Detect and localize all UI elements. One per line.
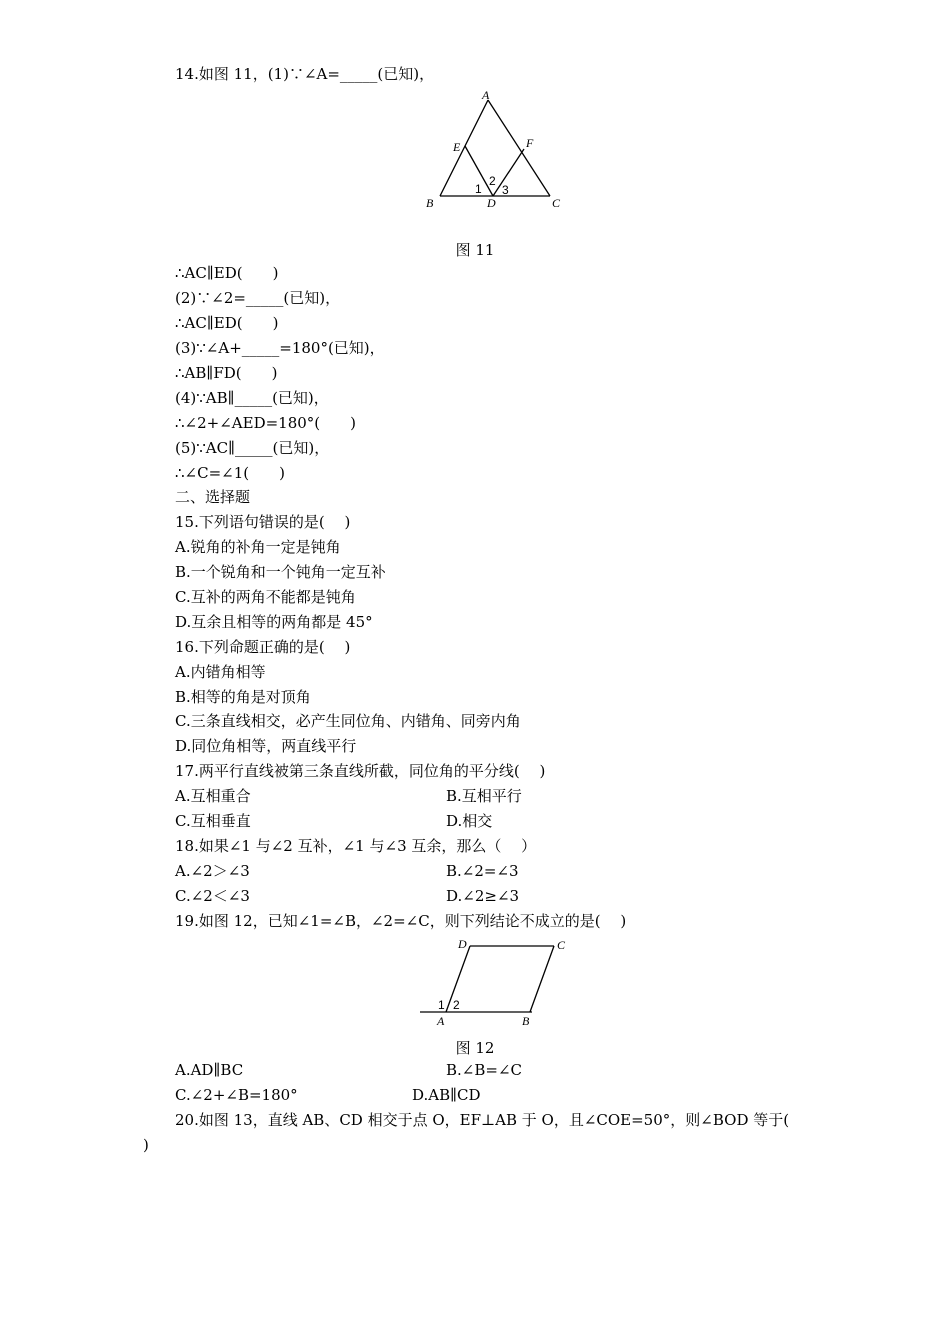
label-A: A	[482, 88, 490, 102]
q15-option-c: C.互补的两角不能都是钝角	[175, 588, 356, 606]
q14-line: (5)∵AC∥_____(已知)，	[175, 439, 330, 457]
q14-line: ∴∠2+∠AED=180°( )	[175, 414, 357, 432]
q14-line: (2)∵∠2=_____(已知)，	[175, 289, 341, 307]
angle-2-label: 2	[453, 998, 460, 1012]
q19-option-b: B.∠B=∠C	[446, 1061, 522, 1079]
label-F: F	[526, 136, 534, 150]
label-C: C	[557, 938, 566, 952]
figure-11	[420, 85, 570, 215]
figure-12-caption: 图 12	[455, 1039, 495, 1057]
segment-CB	[530, 946, 554, 1012]
q16-stem: 16.下列命题正确的是( )	[175, 638, 351, 656]
q14-line: ∴AC∥ED( )	[175, 264, 279, 282]
q14-line: ∴∠C=∠1( )	[175, 464, 285, 482]
angle-3-label: 3	[502, 183, 509, 197]
q19-option-c: C.∠2+∠B=180°	[175, 1086, 298, 1104]
angle-2-label: 2	[489, 174, 496, 188]
q19-option-d: D.AB∥CD	[412, 1086, 481, 1104]
label-B: B	[522, 1014, 530, 1028]
label-D: D	[487, 196, 496, 210]
label-A: A	[437, 1014, 445, 1028]
figure-11-caption: 图 11	[455, 241, 495, 259]
q19-option-a: A.AD∥BC	[175, 1061, 244, 1079]
q18-option-c: C.∠2＜∠3	[175, 887, 250, 905]
q17-option-c: C.互相垂直	[175, 812, 251, 830]
q17-option-d: D.相交	[446, 812, 493, 830]
q18-option-d: D.∠2≥∠3	[446, 887, 520, 905]
q20-stem: 20.如图 13，直线 AB、CD 相交于点 O，EF⊥AB 于 O，且∠COE=50°，则∠BOD 等于(	[175, 1111, 790, 1129]
q14-line: (3)∵∠A+_____=180°(已知)，	[175, 339, 385, 357]
q17-option-a: A.互相重合	[175, 787, 251, 805]
q17-stem: 17.两平行直线被第三条直线所截，同位角的平分线( )	[175, 762, 546, 780]
q16-option-a: A.内错角相等	[175, 663, 266, 681]
label-E: E	[453, 140, 461, 154]
q20-stem-tail: )	[143, 1136, 149, 1154]
q14-title: 14.如图 11，(1)∵∠A=_____(已知)，	[175, 65, 435, 83]
q18-stem: 18.如果∠1 与∠2 互补，∠1 与∠3 互余，那么（ ）	[175, 837, 537, 855]
q14-line: ∴AB∥FD( )	[175, 364, 278, 382]
angle-1-label: 1	[475, 182, 482, 196]
figure-12	[410, 935, 580, 1030]
q15-option-a: A.锐角的补角一定是钝角	[175, 538, 341, 556]
section-heading: 二、选择题	[175, 488, 251, 506]
q19-stem: 19.如图 12，已知∠1=∠B，∠2=∠C，则下列结论不成立的是( )	[175, 912, 627, 930]
q15-option-b: B.一个锐角和一个钝角一定互补	[175, 563, 386, 581]
q15-option-d: D.互余且相等的两角都是 45°	[175, 613, 373, 631]
angle-1-label: 1	[438, 998, 445, 1012]
q14-line: (4)∵AB∥_____(已知)，	[175, 389, 329, 407]
q16-option-b: B.相等的角是对顶角	[175, 688, 311, 706]
q14-line: ∴AC∥ED( )	[175, 314, 279, 332]
segment-AC	[488, 100, 550, 196]
label-D: D	[458, 937, 467, 951]
q18-option-b: B.∠2=∠3	[446, 862, 519, 880]
q15-stem: 15.下列语句错误的是( )	[175, 513, 351, 531]
label-C: C	[552, 196, 561, 210]
q16-option-d: D.同位角相等，两直线平行	[175, 737, 357, 755]
q17-option-b: B.互相平行	[446, 787, 522, 805]
q16-option-c: C.三条直线相交，必产生同位角、内错角、同旁内角	[175, 712, 521, 730]
label-B: B	[426, 196, 434, 210]
q18-option-a: A.∠2＞∠3	[175, 862, 250, 880]
